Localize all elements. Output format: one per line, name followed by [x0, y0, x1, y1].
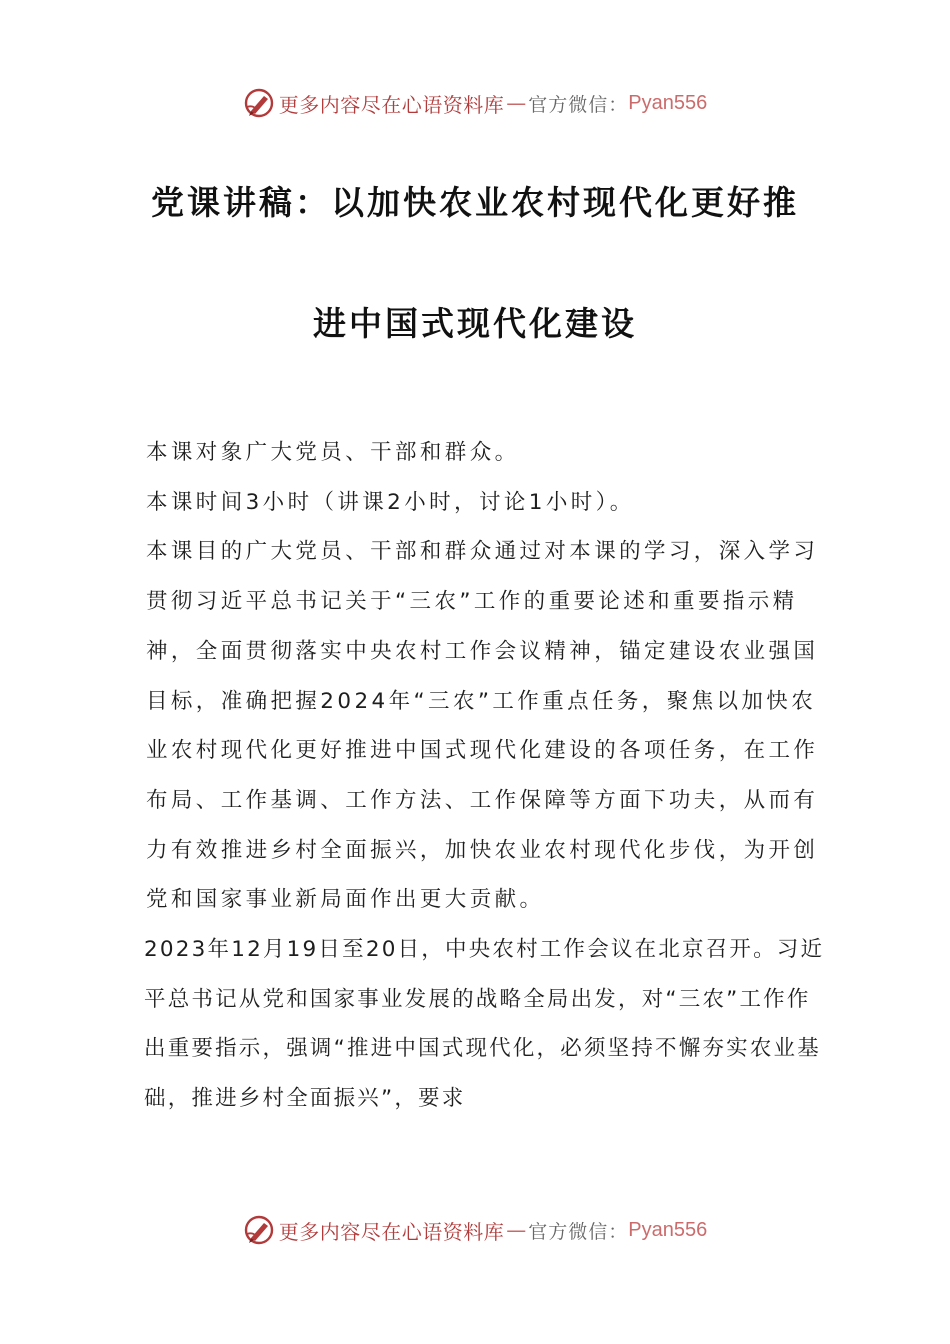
watermark-label: 官方微信：	[528, 93, 629, 116]
watermark-text: 更多内容尽在心语资料库	[278, 1219, 505, 1244]
pen-logo-icon	[243, 1214, 275, 1246]
document-title-line-2: 进中国式现代化建设	[313, 304, 637, 343]
paragraph-meeting: 2023年12月19日至20日，中央农村工作会议在北京召开。习近平总书记从党和国家事业发展的战略全局出发，对“三农”工作作出重要指示，强调“推进中国式现代化，必须坚持不懈夯实农业基础，推进乡村全面振兴”，要求	[144, 937, 825, 1112]
footer-watermark	[0, 1210, 950, 1250]
paragraph-duration: 本课时间3小时（讲课2小时，讨论1小时）。	[146, 489, 635, 515]
header-watermark	[0, 83, 950, 123]
watermark-text: 更多内容尽在心语资料库	[278, 92, 505, 117]
document-title-line-1: 党课讲稿：以加快农业农村现代化更好推	[151, 183, 799, 222]
watermark-separator: —	[506, 91, 527, 115]
watermark-id: Pyan556	[628, 1218, 708, 1241]
pen-logo-icon	[243, 87, 275, 119]
watermark-separator: —	[506, 1218, 527, 1242]
paragraph-audience: 本课对象广大党员、干部和群众。	[146, 440, 520, 465]
paragraph-purpose: 本课目的广大党员、干部和群众通过对本课的学习，深入学习贯彻习近平总书记关于“三农”工作的重要论述和重要指示精神，全面贯彻落实中央农村工作会议精神，锚定建设农业强国目标，准确把握2024年“三农”工作重点任务，聚焦以加快农业农村现代化更好推进中国式现代化建设的各项任务，在工作布局、工作基调、工作方法、工作保障等方面下功夫，从而有力有效推进乡村全面振兴，加快农业农村现代化步伐，为开创党和国家事业新局面作出更大贡献。	[146, 539, 819, 913]
document-body	[146, 428, 836, 1124]
watermark-label: 官方微信：	[528, 1220, 629, 1243]
watermark-id: Pyan556	[628, 91, 708, 114]
